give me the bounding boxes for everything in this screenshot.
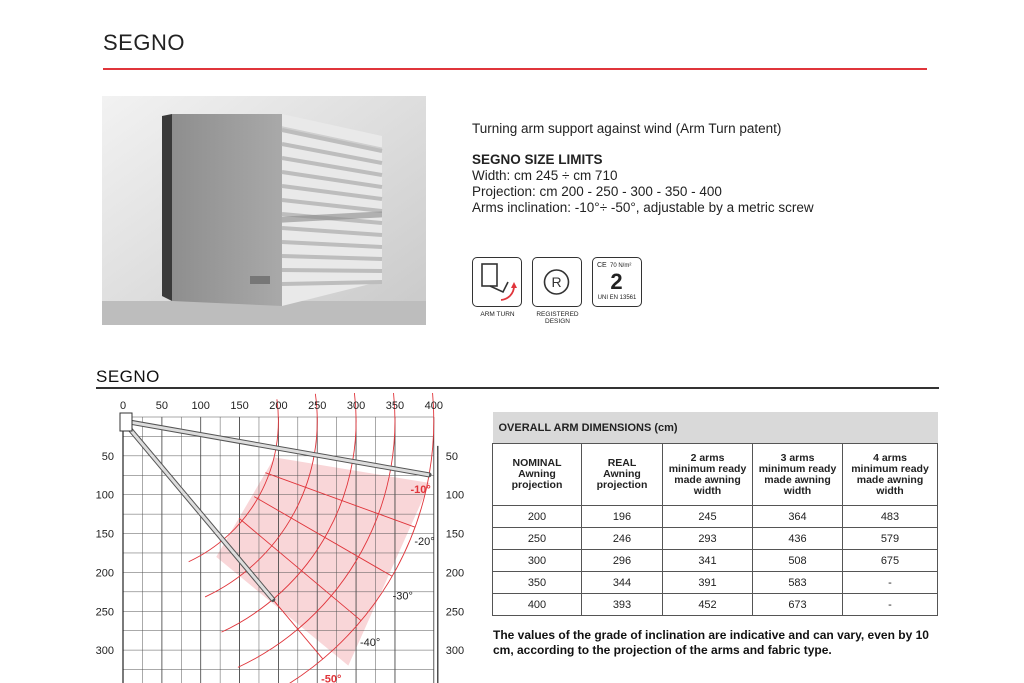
header-4-arms: [843, 444, 938, 506]
projection-area: [216, 457, 430, 665]
wind-class-number: 2: [610, 269, 623, 294]
table-cell: -: [843, 572, 938, 594]
table-row: [493, 594, 938, 616]
title-divider: [103, 68, 927, 70]
table-cell: 436: [753, 528, 843, 550]
table-cell: 391: [663, 572, 753, 594]
product-description: [472, 121, 892, 216]
limit-inclination: Arms inclination: -10°÷ -50°, adjustable by a metric screw: [472, 200, 814, 215]
table-row: [493, 572, 938, 594]
table-cell: 246: [582, 528, 663, 550]
y-tick-label-left: 50: [101, 450, 114, 463]
header-text: NOMINAL: [512, 457, 562, 469]
header-text: 4 arms: [873, 451, 907, 464]
wind-pressure: 70 N/m²: [610, 263, 632, 269]
table-row: [493, 528, 938, 550]
header-nominal: [493, 444, 582, 506]
registered-badge: [532, 257, 582, 307]
product-photo: [102, 96, 426, 325]
table-cell: 400: [493, 594, 582, 616]
table-row: [493, 506, 938, 528]
table-row: [493, 550, 938, 572]
header-text: 2 arms: [690, 451, 725, 464]
wind-class-badge: [592, 257, 642, 307]
x-tick-label: 250: [308, 400, 327, 412]
angle-label: -30°: [392, 590, 413, 603]
arm-turn-icon: [473, 258, 520, 305]
table-cell: -: [843, 594, 938, 616]
table-cell: 483: [843, 506, 938, 528]
limit-projection: Projection: cm 200 - 250 - 300 - 350 - 400: [472, 184, 722, 199]
size-limits-title: SEGNO SIZE LIMITS: [472, 152, 603, 167]
x-tick-label: 400: [424, 400, 443, 412]
registered-caption-line2: DESIGN: [545, 318, 570, 325]
y-tick-label-right: 200: [445, 567, 465, 580]
table-cell: 583: [753, 572, 843, 594]
table-cell: 200: [493, 506, 582, 528]
registered-caption-line1: REGISTERED: [536, 311, 579, 318]
table-cell: 296: [582, 550, 663, 572]
header-text: made awning: [674, 473, 741, 486]
projection-diagram: [96, 393, 466, 683]
table-cell: 673: [753, 594, 843, 616]
x-tick-label: 350: [385, 400, 405, 412]
angle-label: -20°: [414, 536, 435, 549]
table-caption-title: OVERALL ARM DIMENSIONS: [498, 421, 652, 434]
wall-bracket: [120, 413, 132, 431]
y-tick-label-left: 150: [96, 528, 114, 541]
registered-symbol: R: [551, 274, 562, 290]
header-text: Awning projection: [511, 468, 563, 491]
table-caption: [493, 412, 938, 444]
tagline: Turning arm support against wind (Arm Turn patent): [472, 121, 782, 136]
y-tick-label-right: 300: [445, 645, 465, 658]
y-tick-label-left: 300: [96, 645, 114, 658]
header-text: REAL: [607, 457, 637, 469]
limit-width: Width: cm 245 ÷ cm 710: [472, 168, 618, 183]
y-tick-label-left: 250: [96, 606, 114, 619]
table-cell: 508: [753, 550, 843, 572]
table-cell: 364: [753, 506, 843, 528]
ce-mark: CE: [597, 262, 607, 269]
header-2-arms: [663, 444, 753, 506]
table-cell: 293: [663, 528, 753, 550]
x-tick-label: 0: [119, 400, 127, 412]
y-tick-label-right: 50: [445, 450, 459, 463]
table-cell: 250: [493, 528, 582, 550]
section-divider: [96, 387, 939, 389]
header-3-arms: [753, 444, 843, 506]
inclination-note: The values of the grade of inclination are indicative and can vary, even by 10 cm, according to the projection of the arms and fabric type.: [493, 628, 929, 657]
arm-turn-caption: ARM TURN: [480, 311, 515, 318]
y-tick-label-right: 100: [445, 489, 465, 502]
table-cell: 350: [493, 572, 582, 594]
wind-norm: UNI EN 13561: [597, 295, 637, 301]
x-tick-label: 300: [346, 400, 366, 412]
header-text: minimum ready: [758, 462, 837, 475]
header-text: width: [693, 484, 722, 497]
table-cell: 579: [843, 528, 938, 550]
x-tick-label: 200: [269, 400, 288, 412]
angle-label: -50°: [321, 673, 342, 683]
header-text: made awning: [764, 473, 831, 486]
y-tick-label-left: 200: [96, 567, 114, 580]
y-tick-label-right: 250: [445, 606, 465, 619]
x-tick-label: 50: [155, 400, 168, 412]
table-cell: 245: [663, 506, 753, 528]
angle-label: -40°: [359, 637, 381, 650]
brand-plate: [250, 276, 270, 284]
table-cell: 344: [582, 572, 663, 594]
table-cell: 300: [493, 550, 582, 572]
table-cell: 196: [582, 506, 663, 528]
header-text: made awning: [856, 473, 924, 486]
section-title: SEGNO: [96, 367, 160, 386]
arm-dimensions-table: [492, 412, 938, 616]
table-caption-unit: (cm): [654, 421, 678, 434]
header-text: Awning: [603, 468, 641, 480]
header-text: 3 arms: [780, 451, 815, 464]
y-tick-label-right: 150: [445, 528, 465, 541]
header-text: minimum ready: [851, 462, 929, 475]
table-cell: 452: [663, 594, 753, 616]
table-cell: 393: [582, 594, 663, 616]
header-real: [582, 444, 663, 506]
page-title: SEGNO: [103, 30, 185, 55]
header-text: projection: [596, 479, 648, 491]
header-text: minimum ready: [668, 462, 747, 475]
header-text: width: [876, 484, 904, 497]
arm-turn-badge: [472, 257, 522, 307]
registered-caption: [530, 311, 585, 325]
x-tick-label: 100: [191, 400, 210, 412]
table-cell: 341: [663, 550, 753, 572]
y-tick-label-left: 100: [96, 489, 114, 502]
angle-label: -10°: [410, 483, 431, 496]
header-text: width: [783, 484, 812, 497]
table-cell: 675: [843, 550, 938, 572]
x-tick-label: 150: [230, 400, 249, 412]
